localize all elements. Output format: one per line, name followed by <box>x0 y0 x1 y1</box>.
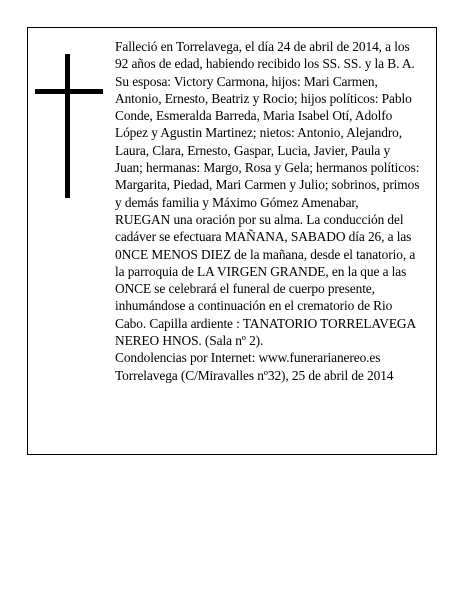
cross-vertical-bar <box>65 54 70 198</box>
funeral-details: RUEGAN una oración por su alma. La conducción del cadáver se efectuara MAÑANA, SABADO día 26, a las 0NCE MENOS DIEZ de la mañana, desde el tanatorio, a la parroquia de LA VIRGEN GRANDE, en la que a las ONCE se celebrará el funeral de cuerpo presente, inhumándose a continuación en el crematorio de Rio Cabo. Capilla ardiente : TANATORIO TORRELAVEGA NEREO HNOS. (Sala nº 2). <box>115 211 416 349</box>
cross-horizontal-bar <box>35 89 103 94</box>
condolences-line: Condolencias por Internet: www.funerarianereo.es <box>115 350 381 366</box>
cross-icon <box>35 54 103 198</box>
obituary-text <box>115 38 420 384</box>
death-announcement: Falleció en Torrelavega, el día 24 de abril de 2014, a los 92 años de edad, habiendo recibido los SS. SS. y la B. A. <box>115 39 415 72</box>
family-list: Su esposa: Victory Carmona, hijos: Mari Carmen, Antonio, Ernesto, Beatriz y Rocio; hijos políticos: Pablo Conde, Esmeralda Barreda, Maria Isabel Otí, Adolfo López y Agustin Martinez; nietos: Antonio, Alejandro, Laura, Clara, Ernesto, Gaspar, Lucia, Javier, Paula y Juan; hermanas: Margo, Rosa y Gela; hermanos políticos: Margarita, Piedad, Mari Carmen y Julio; sobrinos, primos y demás familia y Máximo Gómez Amenabar, <box>115 73 420 210</box>
place-date-line: Torrelavega (C/Miravalles nº32), 25 de abril de 2014 <box>115 367 394 383</box>
